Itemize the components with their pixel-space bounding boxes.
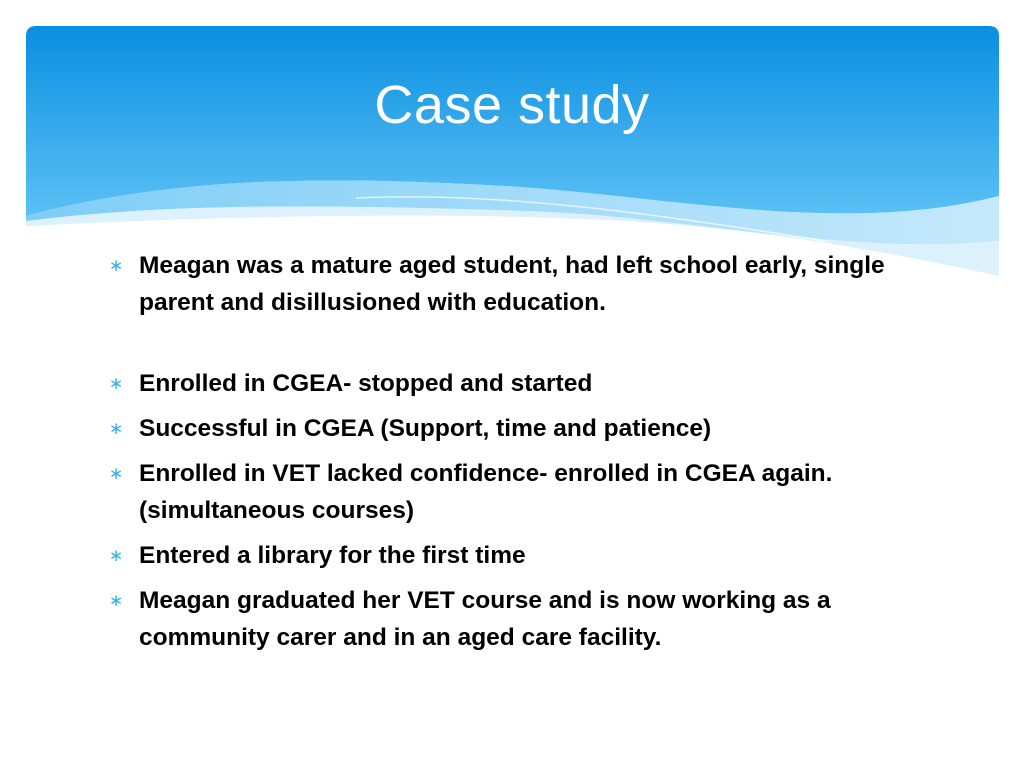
list-item [107,365,927,402]
asterisk-bullet-icon: ∗ [109,591,124,610]
list-item [107,410,927,447]
bullet-list [107,247,927,664]
asterisk-bullet-icon: ∗ [109,464,124,483]
asterisk-bullet-icon: ∗ [109,374,124,393]
list-item [107,247,927,321]
bullet-text: Enrolled in VET lacked confidence- enrolled in CGEA again. (simultaneous courses) [139,460,833,524]
bullet-text: Meagan was a mature aged student, had left school early, single parent and disillusioned with education. [139,252,885,316]
bullet-text: Entered a library for the first time [139,542,526,569]
asterisk-bullet-icon: ∗ [109,419,124,438]
slide-title: Case study [374,75,650,135]
asterisk-bullet-icon: ∗ [109,546,124,565]
list-item [107,455,927,529]
header-wave-graphic [26,26,999,276]
bullet-text: Enrolled in CGEA- stopped and started [139,370,593,397]
asterisk-bullet-icon: ∗ [109,256,124,275]
header-band [26,26,999,276]
list-item [107,537,927,574]
list-item [107,582,927,656]
bullet-text: Successful in CGEA (Support, time and patience) [139,415,712,442]
bullet-text: Meagan graduated her VET course and is now working as a community carer and in an aged care facility. [139,587,831,651]
